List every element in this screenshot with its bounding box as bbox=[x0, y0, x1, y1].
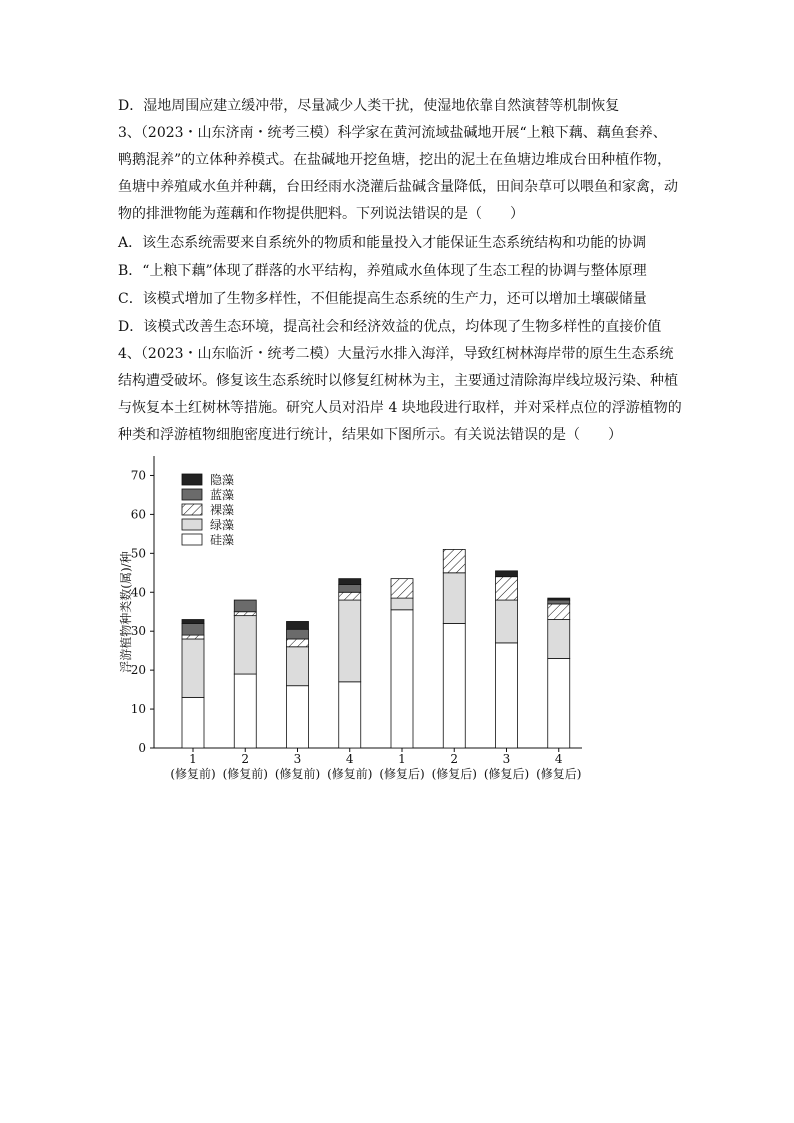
legend-label: 绿藻 bbox=[210, 518, 235, 532]
bar-segment bbox=[339, 584, 361, 592]
bar-segment bbox=[182, 639, 204, 697]
bar-segment bbox=[548, 598, 570, 600]
x-tick-label: 1 bbox=[189, 752, 197, 766]
bar-segment bbox=[548, 600, 570, 604]
x-tick-label: 4 bbox=[345, 752, 354, 766]
x-tick-sublabel: (修复前) bbox=[274, 767, 321, 781]
legend-label: 蓝藻 bbox=[210, 488, 235, 502]
bar-segment bbox=[234, 616, 256, 674]
bar-segment bbox=[339, 592, 361, 600]
bar-segment bbox=[182, 697, 204, 748]
option-a: A．该生态系统需要来自系统外的物质和能量投入才能保证生态系统结构和功能的协调 bbox=[118, 235, 647, 251]
bar-segment bbox=[234, 674, 256, 748]
stacked-bar-chart bbox=[110, 452, 600, 792]
legend-swatch bbox=[182, 534, 202, 545]
legend-label: 硅藻 bbox=[210, 533, 235, 547]
x-tick-label: 2 bbox=[450, 752, 459, 766]
bar-segment bbox=[287, 686, 309, 748]
x-tick-sublabel: (修复后) bbox=[483, 767, 530, 781]
y-axis-label: 浮游植物种类数(属)/种 bbox=[119, 551, 133, 673]
x-tick-sublabel: (修复前) bbox=[170, 767, 216, 781]
text-line: 物的排泄物能为莲藕和作物提供肥料。下列说法错误的是（ ） bbox=[118, 206, 524, 222]
y-tick-label: 60 bbox=[130, 507, 146, 522]
x-tick-sublabel: (修复前) bbox=[222, 767, 268, 781]
legend-label: 裸藻 bbox=[210, 503, 235, 517]
bar-segment bbox=[287, 629, 309, 639]
bar-segment bbox=[287, 639, 309, 647]
bar-segment bbox=[287, 647, 309, 686]
bar-segment bbox=[391, 598, 413, 610]
legend-swatch bbox=[182, 489, 202, 500]
bar-segment bbox=[391, 579, 413, 598]
bar-segment bbox=[496, 571, 518, 577]
text-line: 结构遭受破坏。修复该生态系统时以修复红树林为主，主要通过清除海岸线垃圾污染、种植 bbox=[118, 373, 678, 389]
bar-segment bbox=[339, 600, 361, 682]
x-tick-label: 3 bbox=[502, 752, 511, 766]
y-tick-label: 70 bbox=[130, 468, 146, 483]
legend-swatch bbox=[182, 519, 202, 530]
text-line: 鸭鹅混养”的立体种养模式。在盐碱地开挖鱼塘，挖出的泥土在鱼塘边堆成台田种植作物， bbox=[118, 152, 672, 168]
bar-segment bbox=[234, 612, 256, 616]
y-tick-label: 0 bbox=[138, 741, 146, 755]
bar-segment bbox=[182, 620, 204, 624]
bar-segment bbox=[182, 635, 204, 639]
y-tick-label: 40 bbox=[130, 585, 146, 600]
x-tick-label: 4 bbox=[554, 752, 563, 766]
text-line: D．湿地周围应建立缓冲带，尽量减少人类干扰，使湿地依靠自然演替等机制恢复 bbox=[118, 98, 620, 114]
legend-swatch bbox=[182, 474, 202, 485]
bar-segment bbox=[339, 682, 361, 748]
x-tick-sublabel: (修复后) bbox=[431, 767, 477, 781]
question-3-heading: 3、（2023・山东济南・统考三模）科学家在黄河流域盐碱地开展“上粮下藕、藕鱼套养、 bbox=[118, 125, 667, 141]
x-tick-sublabel: (修复后) bbox=[536, 767, 582, 781]
bar-segment bbox=[548, 604, 570, 620]
bar-segment bbox=[443, 549, 465, 572]
bar-segment bbox=[234, 600, 256, 612]
bar-segment bbox=[443, 623, 465, 748]
bar-segment bbox=[496, 643, 518, 748]
bar-segment bbox=[182, 623, 204, 635]
bar-segment bbox=[443, 573, 465, 624]
option-b: B．“上粮下藕”体现了群落的水平结构，养殖咸水鱼体现了生态工程的协调与整体原理 bbox=[118, 263, 647, 279]
text-line: 鱼塘中养殖咸水鱼并种藕，台田经雨水浇灌后盐碱含量降低，田间杂草可以喂鱼和家禽，动 bbox=[118, 179, 678, 195]
bar-segment bbox=[391, 610, 413, 748]
bar-segment bbox=[548, 620, 570, 659]
legend-label: 隐藻 bbox=[210, 473, 235, 487]
y-tick-label: 20 bbox=[130, 663, 146, 678]
bar-segment bbox=[339, 579, 361, 585]
y-tick-label: 30 bbox=[130, 624, 146, 639]
bar-segment bbox=[548, 658, 570, 748]
text-line: 与恢复本土红树林等措施。研究人员对沿岸 4 块地段进行取样，并对采样点位的浮游植物的 bbox=[118, 400, 682, 416]
x-tick-label: 1 bbox=[398, 752, 406, 766]
bar-segment bbox=[496, 577, 518, 600]
legend-swatch bbox=[182, 504, 202, 515]
text-line: 种类和浮游植物细胞密度进行统计，结果如下图所示。有关说法错误的是（ ） bbox=[118, 427, 622, 443]
x-tick-sublabel: (修复后) bbox=[379, 767, 425, 781]
question-4-heading: 4、（2023・山东临沂・统考二模）大量污水排入海洋，导致红树林海岸带的原生生态系统 bbox=[118, 346, 674, 362]
y-tick-label: 50 bbox=[130, 546, 146, 561]
x-tick-sublabel: (修复前) bbox=[327, 767, 373, 781]
bar-segment bbox=[496, 600, 518, 643]
y-tick-label: 10 bbox=[130, 702, 146, 717]
x-tick-label: 2 bbox=[241, 752, 250, 766]
bar-segment bbox=[287, 621, 309, 629]
option-c: C．该模式增加了生物多样性，不但能提高生态系统的生产力，还可以增加土壤碳储量 bbox=[118, 291, 647, 307]
x-tick-label: 3 bbox=[293, 752, 302, 766]
option-d: D．该模式改善生态环境，提高社会和经济效益的优点，均体现了生物多样性的直接价值 bbox=[118, 319, 662, 335]
